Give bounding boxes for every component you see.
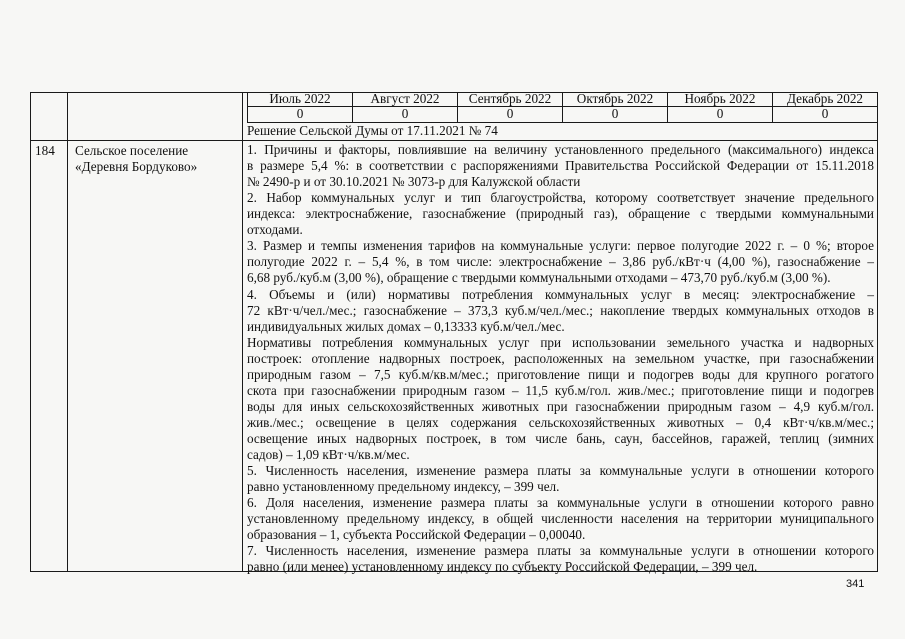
month-value: 0	[296, 106, 304, 121]
month-label: Декабрь 2022	[786, 91, 864, 106]
description-line: садов) – 1,09 кВт·ч/кв.м/мес.	[247, 446, 410, 462]
table-left-border	[30, 92, 31, 572]
description-line: равно (или менее) установленному индексу по субъекту Российской Федерации, – 399 чел.	[247, 559, 758, 575]
description-line: воды для иных сельскохозяйственных животных при газоснабжении природным газом – 4,9 куб.м/гол.	[247, 398, 874, 414]
row-number: 184	[35, 143, 55, 158]
description-line: природным газом – 7,5 куб.м/кв.м/мес.; приготовление пищи и подогрев воды для крупного рогатого	[247, 366, 874, 382]
description-line: индекса: электроснабжение, газоснабжение (природный газ), обращение с твердыми коммунальными	[247, 206, 874, 222]
description-line: скота при газоснабжении природным газом – 11,5 куб.м/гол. жив./мес.; приготовление пищи и подогрев	[247, 382, 874, 398]
month-label: Август 2022	[370, 91, 440, 106]
description-line: 5. Численность населения, изменение размера платы за коммунальные услуги в отношении которого	[247, 463, 874, 478]
description-line: 4. Объемы и (или) нормативы потребления коммунальных услуг в месяц: электроснабжение –	[247, 286, 874, 302]
page-number: 341	[846, 578, 865, 590]
description-line: 2. Набор коммунальных услуг и тип благоустройства, которому соответствует значение предельного	[247, 190, 874, 206]
description-line: отходами.	[247, 222, 303, 238]
settlement-name-line1: Сельское поселение	[75, 143, 189, 158]
month-label: Октябрь 2022	[576, 91, 654, 106]
description-line: Нормативы потребления коммунальных услуг при использовании земельного участка и надворных	[247, 334, 874, 350]
description-line: индивидуальных жилых домах – 0,13333 куб.м/чел./мес.	[247, 318, 565, 334]
description-line: 3. Размер и темпы изменения тарифов на коммунальные услуги: первое полугодие 2022 г. – 0 %; второе	[247, 238, 874, 254]
description-line: 6,68 руб./куб.м (3,00 %), обращение с твердыми коммунальными отходами – 473,70 руб./куб.м (3,00 %).	[247, 270, 831, 286]
description-line: № 2490-р и от 30.10.2021 № 3073-р для Калужской области	[247, 174, 581, 190]
decision-text: Решение Сельской Думы от 17.11.2021 № 74	[247, 123, 498, 138]
month-value: 0	[716, 106, 724, 121]
month-value: 0	[401, 106, 409, 121]
description-line: 7. Численность населения, изменение размера платы за коммунальные услуги в отношении которого	[247, 543, 874, 559]
description-line: жив./мес.; освещение в целях содержания сельскохозяйственных животных – 0,4 кВт·ч/кв.м/мес.;	[247, 414, 874, 430]
month-value: 0	[506, 106, 514, 121]
settlement-name-line2: «Деревня Бордуково»	[75, 159, 198, 174]
month-label: Июль 2022	[269, 91, 331, 106]
column-divider-settlement	[242, 92, 243, 572]
description-line: 6. Доля населения, изменение размера платы за коммунальные услуги в отношении которого равно	[247, 495, 874, 511]
description-line: 1. Причины и факторы, повлиявшие на величину установленного предельного (максимального) индекса	[247, 142, 874, 157]
description-line: построек: отопление надворных построек, расположенных на земельном участке, при газоснабжении	[247, 350, 874, 366]
description-line: 72 кВт·ч/чел./мес.; газоснабжение – 373,3 куб.м/чел./мес.; накопление твердых коммунальных отходов в	[247, 302, 874, 318]
column-divider-number	[67, 92, 68, 572]
table-row-divider	[30, 140, 878, 141]
month-label: Ноябрь 2022	[684, 91, 756, 106]
description-line: освещение иных надворных построек, в том числе бань, саун, бассейнов, гаражей, теплиц (зимних	[247, 430, 874, 446]
month-label: Сентябрь 2022	[468, 91, 552, 106]
description-line: полугодие 2022 г. – 5,4 %, в том числе: электроснабжение – 3,86 руб./кВт·ч (4,00 %), газоснабжение –	[247, 254, 874, 270]
description-line: установленному предельному индексу, в общей численности населения на территории муниципального	[247, 511, 874, 527]
month-value: 0	[821, 106, 829, 121]
description-line: в размере 5,4 %: в соответствии с распоряжениями Правительства Российской Федерации от 15.11.2018	[247, 158, 874, 174]
description-line: образования – 1, субъекта Российской Федерации – 0,00040.	[247, 527, 586, 543]
month-value: 0	[611, 106, 619, 121]
description-line: равно установленному предельному индексу, – 399 чел.	[247, 479, 560, 495]
table-right-border	[877, 92, 878, 572]
